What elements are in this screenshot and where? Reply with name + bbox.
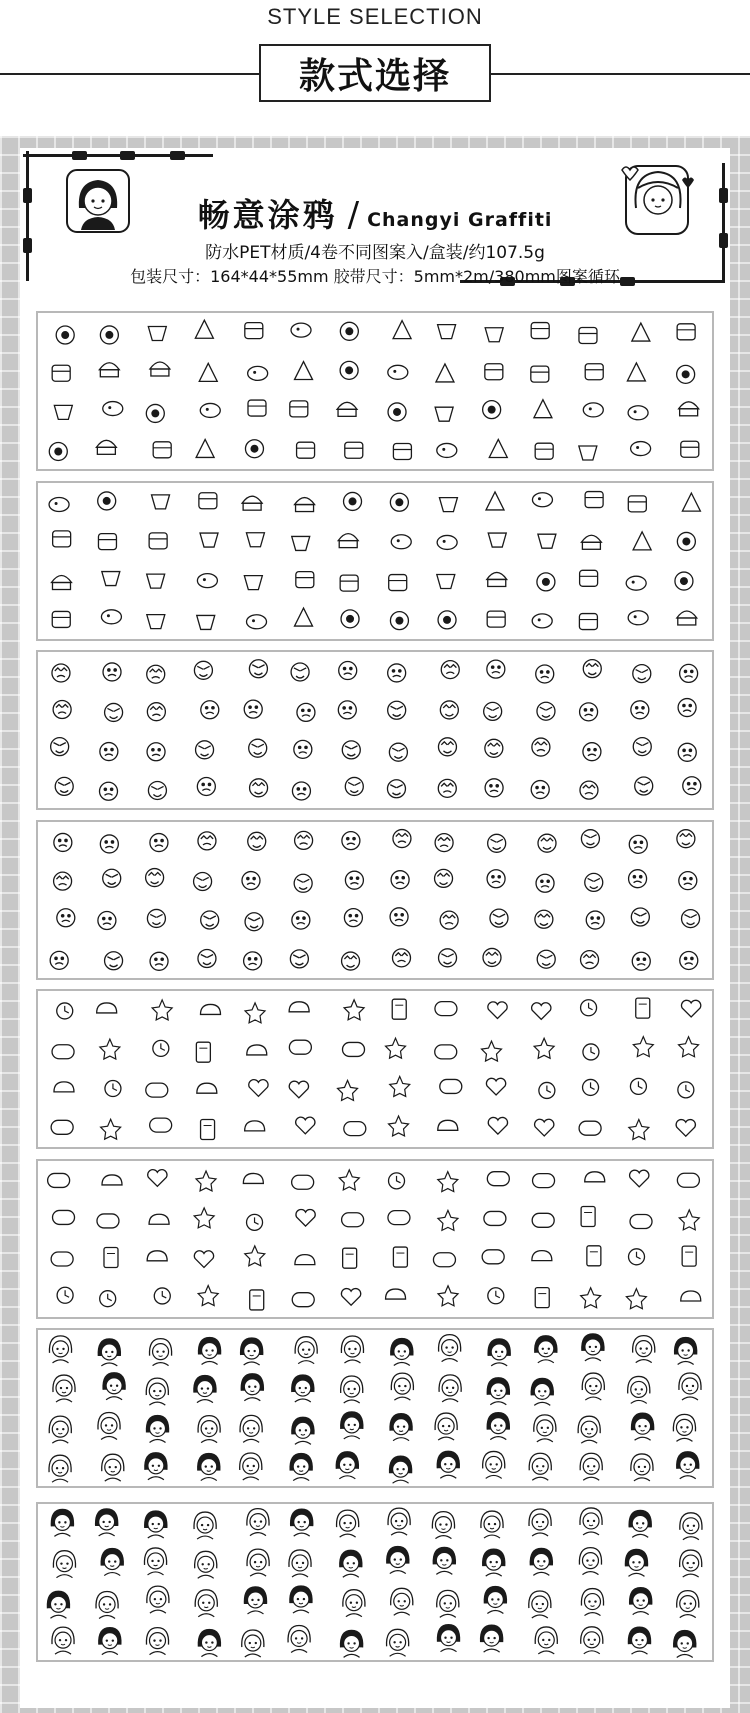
header: [0, 0, 750, 140]
product-spec: 防水PET材质/4卷不同图案入/盒装/约107.5g: [205, 243, 545, 263]
title-box: [259, 44, 491, 102]
tape-strip-7: [36, 1328, 714, 1488]
page-title: 款式选择: [298, 55, 451, 97]
tape-strip-3: [36, 650, 714, 810]
portrait-doodle-pattern: [38, 1504, 712, 1660]
product-size: 包装尺寸：164*44*55mm 胶带尺寸：5mm*2m/380mm图案循环: [130, 267, 620, 286]
frame-clip: [120, 151, 135, 160]
product-name-cn: 畅意涂鸦: [197, 196, 338, 234]
tape-strip-1: [36, 311, 714, 471]
tape-strip-2: [36, 481, 714, 641]
product-panel: [0, 136, 750, 1713]
title-slash: /: [347, 195, 360, 235]
emoji-face-pattern: [38, 652, 712, 808]
frame-clip: [72, 151, 87, 160]
object-doodle-pattern: [38, 1161, 712, 1317]
object-doodle-pattern: [38, 991, 712, 1147]
product-name-en: Changyi Graffiti: [367, 209, 553, 231]
frame-clip: [170, 151, 185, 160]
food-doodle-pattern: [38, 483, 712, 639]
product-card: [20, 148, 730, 1708]
product-intro: [20, 148, 730, 323]
tape-strip-4: [36, 820, 714, 980]
emoji-face-pattern: [38, 822, 712, 978]
tape-strip-6: [36, 1159, 714, 1319]
product-title: [20, 190, 730, 236]
food-doodle-pattern: [38, 313, 712, 469]
portrait-doodle-pattern: [38, 1330, 712, 1486]
tape-strip-5: [36, 989, 714, 1149]
style-selection-label: STYLE SELECTION: [267, 4, 483, 29]
tape-strip-8: [36, 1502, 714, 1662]
